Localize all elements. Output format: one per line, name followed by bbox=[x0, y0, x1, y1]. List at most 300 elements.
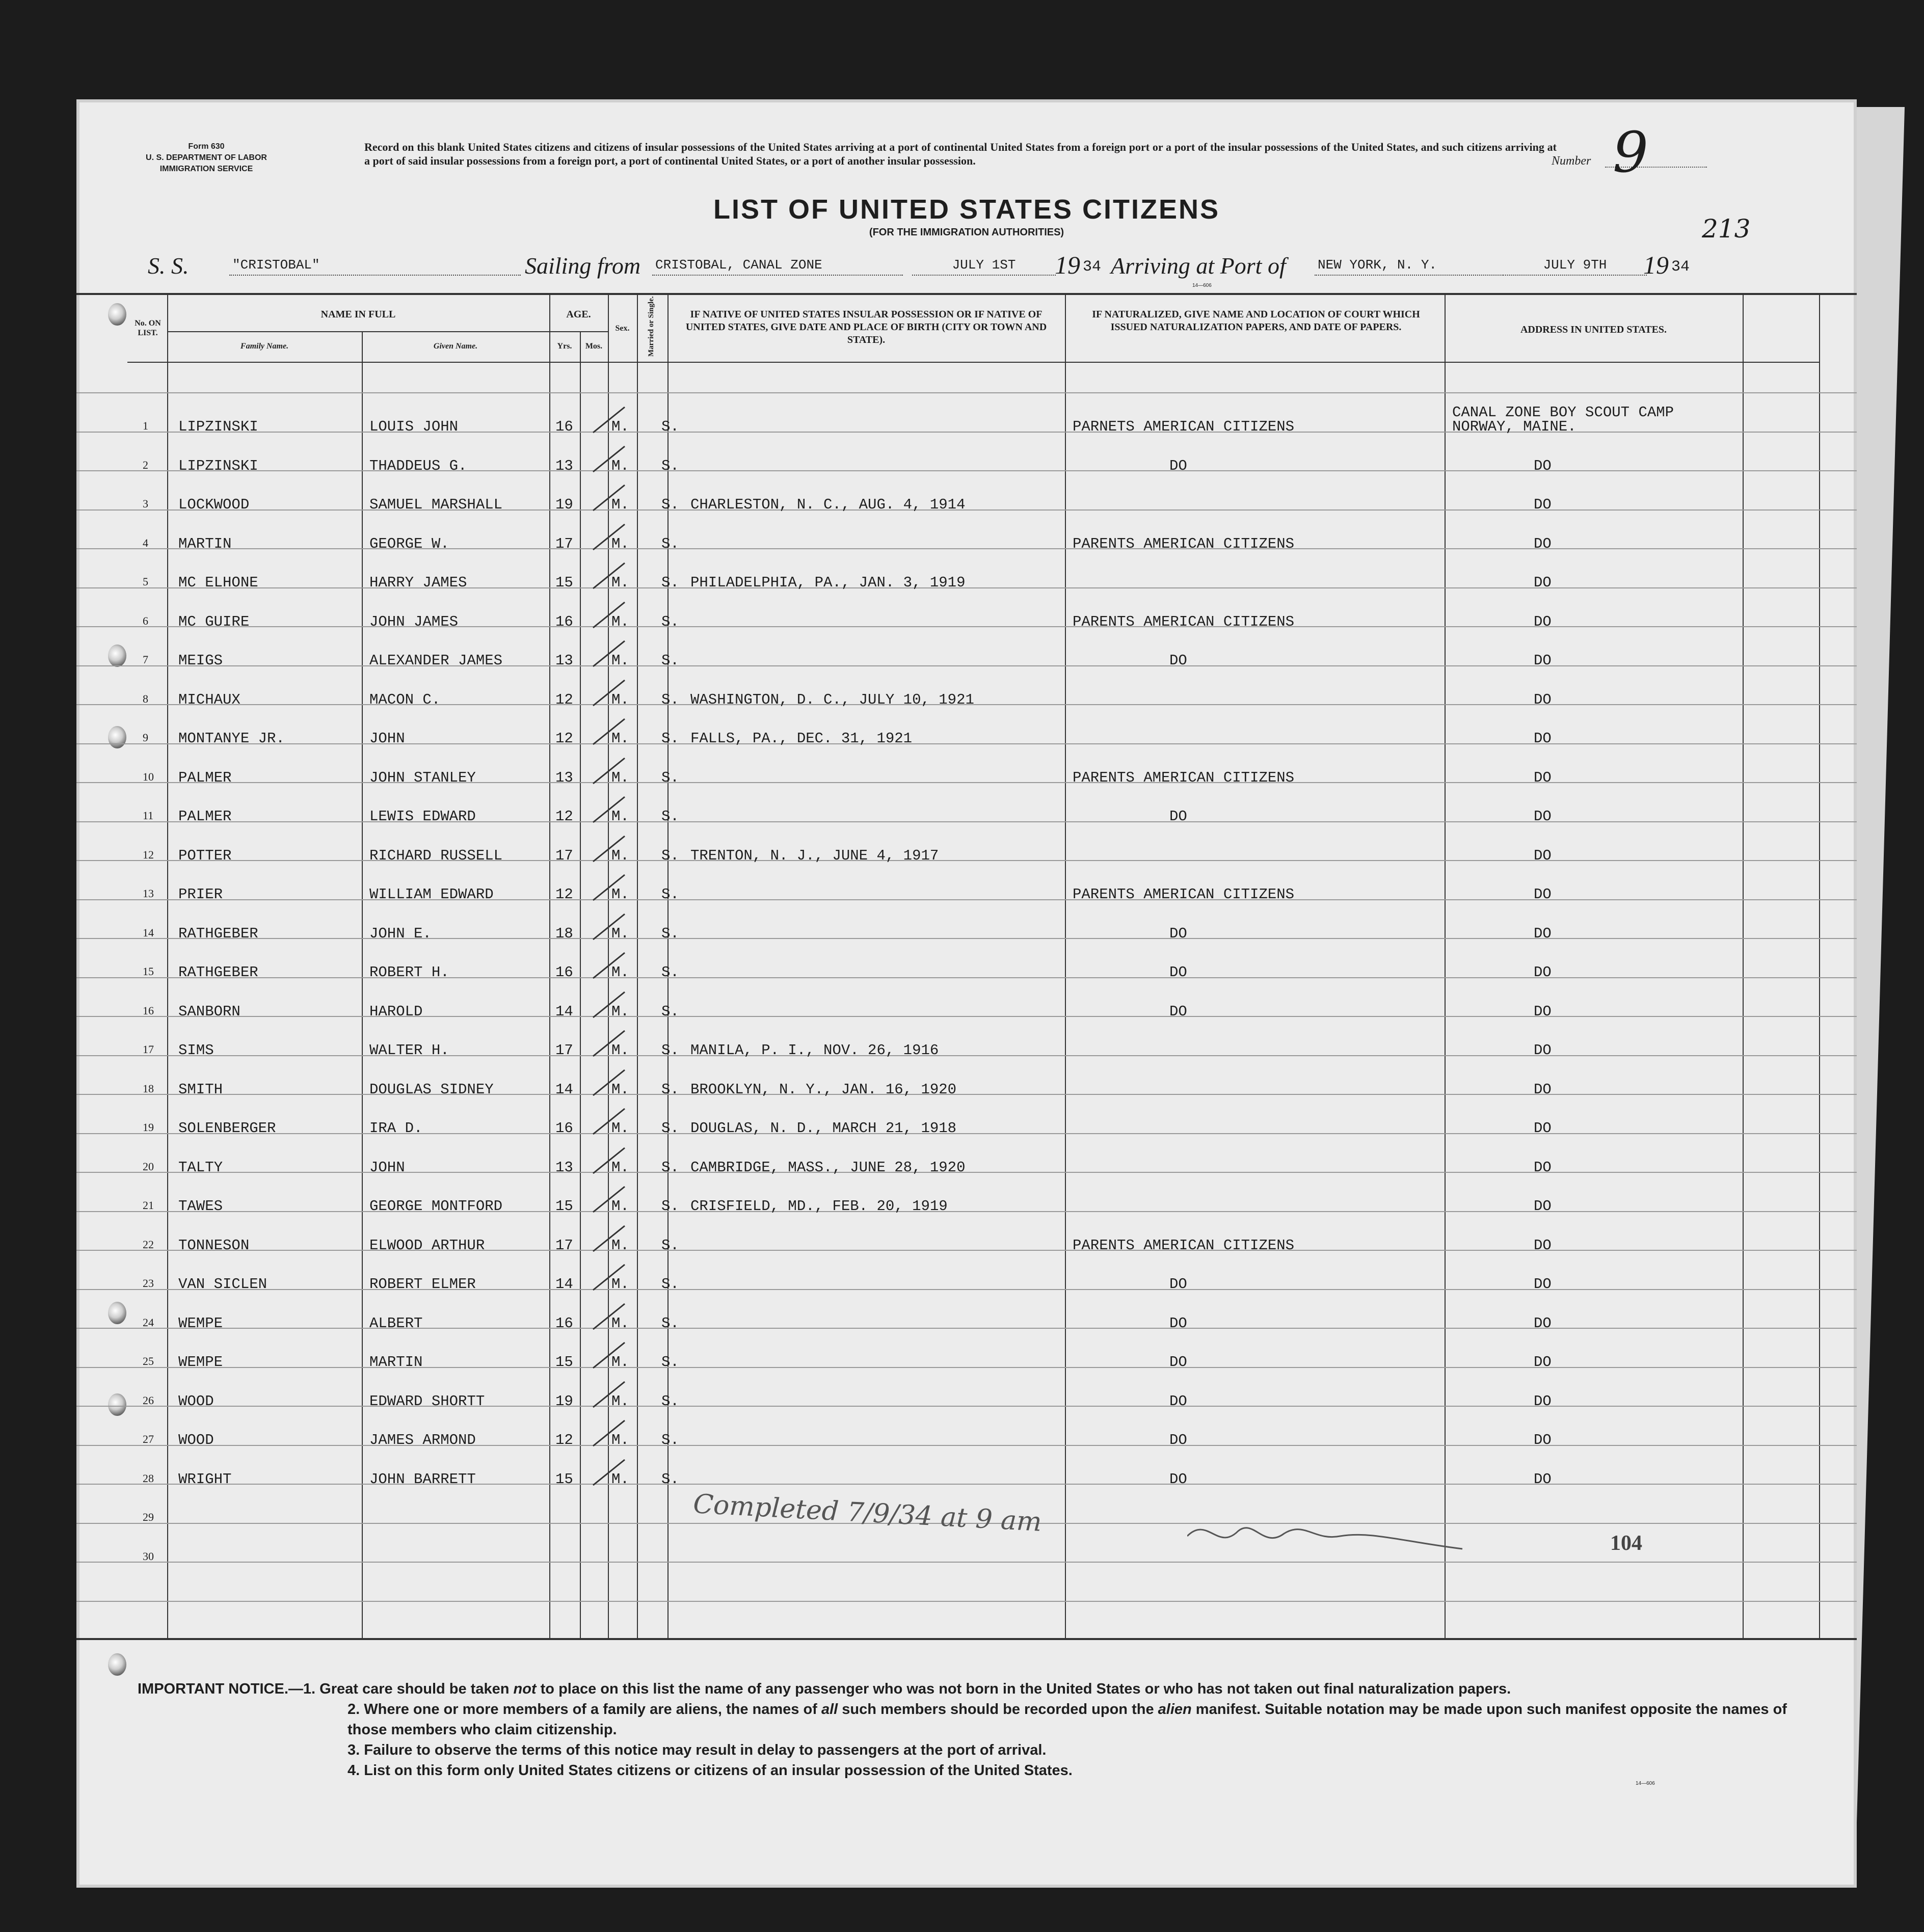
punch-hole bbox=[108, 303, 126, 326]
address-cell: DO bbox=[1534, 574, 1552, 591]
department-name: U. S. DEPARTMENT OF LABOR bbox=[146, 153, 267, 162]
naturalization-cell: DO bbox=[1169, 457, 1187, 474]
notice-text: manifest. Suitable notation may be made upon such manifest opposite the names of those members who claim citizenship. bbox=[348, 1701, 1787, 1738]
check-mark bbox=[591, 1380, 627, 1409]
naturalization-cell: DO bbox=[1169, 964, 1187, 981]
table-row bbox=[76, 522, 1857, 561]
marital-status-cell: S. bbox=[661, 886, 679, 903]
sailing-port: CRISTOBAL, CANAL ZONE bbox=[652, 257, 903, 276]
given-name-cell: JOHN JAMES bbox=[369, 613, 459, 630]
bottom-print-code: 14—606 bbox=[1636, 1781, 1655, 1786]
notice-emphasis: not bbox=[513, 1681, 537, 1697]
ss-label: S. S. bbox=[148, 253, 189, 279]
family-name-cell: PRIER bbox=[178, 886, 223, 903]
family-name-cell: SANBORN bbox=[178, 1003, 240, 1020]
marital-status-cell: S. bbox=[661, 925, 679, 942]
given-name-cell: JOHN bbox=[369, 1159, 405, 1176]
sex-cell: M. bbox=[611, 1159, 629, 1176]
given-name-cell: JOHN BARRETT bbox=[369, 1470, 476, 1488]
check-mark bbox=[591, 405, 627, 435]
row-number: 26 bbox=[143, 1393, 154, 1407]
family-name-cell: SMITH bbox=[178, 1081, 223, 1098]
table-row bbox=[76, 1263, 1857, 1301]
marital-status-cell: S. bbox=[661, 652, 679, 669]
marital-status-cell: S. bbox=[661, 691, 679, 708]
notice-emphasis: alien bbox=[1158, 1701, 1192, 1718]
form-number: Form 630 bbox=[188, 142, 225, 151]
row-number: 13 bbox=[143, 887, 154, 900]
table-row bbox=[76, 1146, 1857, 1185]
check-mark bbox=[591, 1224, 627, 1253]
table-row bbox=[76, 1068, 1857, 1107]
given-name-cell: GEORGE MONTFORD bbox=[369, 1198, 503, 1215]
given-name-cell: WALTER H. bbox=[369, 1042, 449, 1059]
birth-place-date-cell: CAMBRIDGE, MASS., JUNE 28, 1920 bbox=[690, 1159, 966, 1176]
marital-status-cell: S. bbox=[661, 1432, 679, 1448]
marital-status-cell: S. bbox=[661, 1276, 679, 1293]
age-years-cell: 13 bbox=[555, 652, 573, 669]
given-name-cell: MARTIN bbox=[369, 1354, 423, 1371]
address-cell: DO bbox=[1534, 1042, 1552, 1059]
address-cell: DO bbox=[1534, 1003, 1552, 1020]
page-title: LIST OF UNITED STATES CITIZENS bbox=[713, 194, 1220, 225]
check-mark bbox=[591, 834, 627, 864]
sex-cell: M. bbox=[611, 1276, 629, 1293]
sex-cell: M. bbox=[611, 808, 629, 825]
family-name-cell: SOLENBERGER bbox=[178, 1120, 276, 1137]
col-header-age: AGE. bbox=[566, 309, 591, 320]
family-name-cell: RATHGEBER bbox=[178, 964, 258, 981]
table-row bbox=[76, 1224, 1857, 1263]
family-name-cell: WRIGHT bbox=[178, 1470, 232, 1488]
marital-status-cell: S. bbox=[661, 1120, 679, 1137]
sex-cell: M. bbox=[611, 457, 629, 474]
row-number: 16 bbox=[143, 1004, 154, 1017]
col-header-yrs: Yrs. bbox=[557, 342, 572, 351]
row-number: 3 bbox=[143, 497, 148, 510]
family-name-cell: LOCKWOOD bbox=[178, 496, 250, 513]
given-name-cell: ROBERT H. bbox=[369, 964, 449, 981]
given-name-cell: JOHN STANLEY bbox=[369, 769, 476, 786]
col-header-no: No. ON LIST. bbox=[135, 319, 161, 337]
age-years-cell: 12 bbox=[555, 886, 573, 903]
birth-place-date-cell: PHILADELPHIA, PA., JAN. 3, 1919 bbox=[690, 574, 966, 591]
header-bottom-border bbox=[127, 362, 1819, 363]
check-mark bbox=[591, 600, 627, 630]
naturalization-cell: DO bbox=[1169, 1392, 1187, 1410]
arriving-label: Arriving at Port of bbox=[1111, 253, 1286, 279]
marital-status-cell: S. bbox=[661, 1003, 679, 1020]
sex-cell: M. bbox=[611, 925, 629, 942]
given-name-cell: LEWIS EDWARD bbox=[369, 808, 476, 825]
check-mark bbox=[591, 444, 627, 474]
age-years-cell: 12 bbox=[555, 691, 573, 708]
family-name-cell: MONTANYE JR. bbox=[178, 730, 285, 747]
table-row bbox=[76, 912, 1857, 951]
address-cell: DO bbox=[1534, 1081, 1552, 1098]
family-name-cell: POTTER bbox=[178, 847, 232, 864]
notice-text: 2. Where one or more members of a family are aliens, the names of bbox=[348, 1701, 821, 1718]
address-cell: DO bbox=[1534, 1120, 1552, 1137]
table-row bbox=[76, 951, 1857, 989]
check-mark bbox=[591, 795, 627, 824]
check-mark bbox=[591, 1146, 627, 1175]
marital-status-cell: S. bbox=[661, 1081, 679, 1098]
check-mark bbox=[591, 1029, 627, 1058]
given-name-cell: EDWARD SHORTT bbox=[369, 1392, 485, 1410]
notice-text: to place on this list the name of any passenger who was not born in the United States or who has not taken out final naturalization papers. bbox=[536, 1681, 1511, 1697]
col-header-sex: Sex. bbox=[615, 324, 630, 333]
marital-status-cell: S. bbox=[661, 847, 679, 864]
address-cell: DO bbox=[1534, 496, 1552, 513]
address-cell: DO bbox=[1534, 1470, 1552, 1488]
address-cell-line-2: NORWAY, MAINE. bbox=[1452, 418, 1576, 435]
check-mark bbox=[591, 951, 627, 980]
address-cell: DO bbox=[1534, 1276, 1552, 1293]
sex-cell: M. bbox=[611, 1470, 629, 1488]
row-number: 27 bbox=[143, 1433, 154, 1445]
inspector-signature bbox=[1187, 1521, 1473, 1557]
record-instructions: Record on this blank United States citizens and citizens of insular possessions of the United States arriving at a port of continental United States from a foreign port or a port of the insular possessions of the United States, and such citizens arriving at a port of said insular possessions from a foreign port, a port of continental United States, or a port of another insular possession. bbox=[364, 141, 1557, 167]
table-row bbox=[76, 600, 1857, 639]
given-name-cell: HARRY JAMES bbox=[369, 574, 467, 591]
sex-cell: M. bbox=[611, 769, 629, 786]
row-number: 11 bbox=[143, 809, 154, 822]
marital-status-cell: S. bbox=[661, 1470, 679, 1488]
family-name-cell: MEIGS bbox=[178, 652, 223, 669]
age-years-cell: 13 bbox=[555, 769, 573, 786]
naturalization-cell: DO bbox=[1169, 1314, 1187, 1332]
row-number: 2 bbox=[143, 458, 148, 471]
given-name-cell: ROBERT ELMER bbox=[369, 1276, 476, 1293]
row-number: 20 bbox=[143, 1160, 154, 1173]
col-header-married-single: Married or Single. bbox=[647, 296, 655, 357]
address-cell: DO bbox=[1534, 691, 1552, 708]
age-years-cell: 17 bbox=[555, 535, 573, 552]
given-name-cell: RICHARD RUSSELL bbox=[369, 847, 503, 864]
age-years-cell: 15 bbox=[555, 574, 573, 591]
address-cell: DO bbox=[1534, 457, 1552, 474]
family-name-cell: LIPZINSKI bbox=[178, 457, 258, 474]
col-header-given-name: Given Name. bbox=[433, 342, 478, 351]
marital-status-cell: S. bbox=[661, 418, 679, 435]
row-number: 4 bbox=[143, 536, 148, 549]
given-name-cell: DOUGLAS SIDNEY bbox=[369, 1081, 494, 1098]
age-years-cell: 14 bbox=[555, 1276, 573, 1293]
table-row bbox=[76, 561, 1857, 600]
check-mark bbox=[591, 1185, 627, 1214]
given-name-cell: WILLIAM EDWARD bbox=[369, 886, 494, 903]
sex-cell: M. bbox=[611, 496, 629, 513]
family-name-cell: LIPZINSKI bbox=[178, 418, 258, 435]
row-number: 25 bbox=[143, 1355, 154, 1367]
row-number: 12 bbox=[143, 848, 154, 861]
address-cell: DO bbox=[1534, 730, 1552, 747]
table-row bbox=[76, 990, 1857, 1029]
number-label: Number bbox=[1552, 154, 1591, 168]
naturalization-cell: DO bbox=[1169, 1432, 1187, 1448]
table-row bbox=[76, 834, 1857, 873]
table-row bbox=[76, 639, 1857, 678]
age-years-cell: 15 bbox=[555, 1198, 573, 1215]
sex-cell: M. bbox=[611, 418, 629, 435]
notice-item-2 bbox=[138, 1699, 1819, 1740]
sex-cell: M. bbox=[611, 1354, 629, 1371]
sex-cell: M. bbox=[611, 1392, 629, 1410]
row-number: 29 bbox=[143, 1511, 154, 1523]
table-row bbox=[76, 795, 1857, 834]
naturalization-cell: DO bbox=[1169, 652, 1187, 669]
page-number: 213 bbox=[1702, 214, 1751, 244]
marital-status-cell: S. bbox=[661, 1237, 679, 1254]
table-row bbox=[76, 1458, 1857, 1496]
address-cell: DO bbox=[1534, 1159, 1552, 1176]
age-years-cell: 12 bbox=[555, 1432, 573, 1448]
age-years-cell: 16 bbox=[555, 613, 573, 630]
sex-cell: M. bbox=[611, 1081, 629, 1098]
age-years-cell: 16 bbox=[555, 1314, 573, 1332]
row-number: 23 bbox=[143, 1277, 154, 1290]
naturalization-cell: DO bbox=[1169, 1276, 1187, 1293]
table-row bbox=[76, 1029, 1857, 1067]
notice-text: such members should be recorded upon the bbox=[838, 1701, 1158, 1718]
family-name-cell: MC ELHONE bbox=[178, 574, 258, 591]
page-subtitle: (FOR THE IMMIGRATION AUTHORITIES) bbox=[869, 227, 1064, 238]
naturalization-cell: PARENTS AMERICAN CITIZENS bbox=[1073, 1237, 1295, 1254]
row-number: 5 bbox=[143, 575, 148, 588]
service-name: IMMIGRATION SERVICE bbox=[159, 165, 253, 173]
family-name-cell: MARTIN bbox=[178, 535, 232, 552]
address-cell: DO bbox=[1534, 613, 1552, 630]
address-cell: DO bbox=[1534, 886, 1552, 903]
check-mark bbox=[591, 678, 627, 708]
address-cell: DO bbox=[1534, 964, 1552, 981]
row-number: 24 bbox=[143, 1316, 154, 1329]
sex-cell: M. bbox=[611, 1198, 629, 1215]
age-years-cell: 17 bbox=[555, 1042, 573, 1059]
col-header-name: NAME IN FULL bbox=[320, 309, 396, 320]
address-cell: DO bbox=[1534, 1354, 1552, 1371]
given-name-cell: SAMUEL MARSHALL bbox=[369, 496, 503, 513]
ruled-line bbox=[76, 1601, 1857, 1602]
row-number: 22 bbox=[143, 1238, 154, 1251]
marital-status-cell: S. bbox=[661, 457, 679, 474]
sex-cell: M. bbox=[611, 886, 629, 903]
table-row bbox=[76, 756, 1857, 795]
sex-cell: M. bbox=[611, 964, 629, 981]
arriving-year-prefix: 19 bbox=[1643, 251, 1669, 279]
row-number: 28 bbox=[143, 1471, 154, 1485]
birth-place-date-cell: FALLS, PA., DEC. 31, 1921 bbox=[690, 730, 913, 747]
check-mark bbox=[591, 1418, 627, 1448]
naturalization-cell: PARENTS AMERICAN CITIZENS bbox=[1073, 886, 1295, 903]
naturalization-cell: DO bbox=[1169, 1003, 1187, 1020]
row-number: 17 bbox=[143, 1043, 154, 1056]
address-cell: CANAL ZONE BOY SCOUT CAMP bbox=[1452, 404, 1674, 421]
address-cell: DO bbox=[1534, 769, 1552, 786]
table-bottom-border bbox=[76, 1638, 1857, 1640]
check-mark bbox=[591, 1458, 627, 1487]
ship-name: "CRISTOBAL" bbox=[229, 257, 521, 276]
sex-cell: M. bbox=[611, 613, 629, 630]
table-row bbox=[76, 483, 1857, 522]
given-name-cell: IRA D. bbox=[369, 1120, 423, 1137]
col-header-birth: IF NATIVE OF UNITED STATES INSULAR POSSESSION OR IF NATIVE OF UNITED STATES, GIVE DATE AND PLACE OF BIRTH (CITY OR TOWN AND STATE). bbox=[685, 309, 1047, 345]
birth-place-date-cell: TRENTON, N. J., JUNE 4, 1917 bbox=[690, 847, 939, 864]
family-name-cell: PALMER bbox=[178, 769, 232, 786]
birth-place-date-cell: WASHINGTON, D. C., JULY 10, 1921 bbox=[690, 691, 974, 708]
sex-cell: M. bbox=[611, 1314, 629, 1332]
age-years-cell: 19 bbox=[555, 1392, 573, 1410]
given-name-cell: ALEXANDER JAMES bbox=[369, 652, 503, 669]
address-cell: DO bbox=[1534, 925, 1552, 942]
family-name-cell: WEMPE bbox=[178, 1314, 223, 1332]
given-name-cell: THADDEUS G. bbox=[369, 457, 467, 474]
age-years-cell: 14 bbox=[555, 1081, 573, 1098]
col-header-mos: Mos. bbox=[585, 342, 603, 351]
name-header-divider bbox=[167, 331, 549, 332]
table-row bbox=[76, 1107, 1857, 1145]
table-row bbox=[76, 1302, 1857, 1340]
row-number: 8 bbox=[143, 692, 148, 705]
table-row bbox=[76, 1380, 1857, 1418]
check-mark bbox=[591, 639, 627, 668]
notice-emphasis: all bbox=[821, 1701, 838, 1718]
col-header-address: ADDRESS IN UNITED STATES. bbox=[1520, 324, 1667, 335]
arriving-year: 34 bbox=[1671, 258, 1690, 276]
row-number: 19 bbox=[143, 1121, 154, 1134]
age-years-cell: 14 bbox=[555, 1003, 573, 1020]
address-cell: DO bbox=[1534, 847, 1552, 864]
check-mark bbox=[591, 990, 627, 1019]
table-row bbox=[76, 1185, 1857, 1223]
sex-cell: M. bbox=[611, 574, 629, 591]
age-years-cell: 12 bbox=[555, 730, 573, 747]
marital-status-cell: S. bbox=[661, 1042, 679, 1059]
important-notice bbox=[138, 1679, 1819, 1781]
table-row bbox=[76, 678, 1857, 717]
print-code: 14—606 bbox=[1192, 283, 1212, 288]
row-number: 30 bbox=[143, 1549, 154, 1563]
table-row bbox=[76, 717, 1857, 756]
marital-status-cell: S. bbox=[661, 1159, 679, 1176]
marital-status-cell: S. bbox=[661, 808, 679, 825]
age-years-cell: 13 bbox=[555, 1159, 573, 1176]
family-name-cell: PALMER bbox=[178, 808, 232, 825]
row-number: 15 bbox=[143, 965, 154, 978]
check-mark bbox=[591, 756, 627, 786]
naturalization-cell: DO bbox=[1169, 925, 1187, 942]
address-cell: DO bbox=[1534, 1392, 1552, 1410]
check-mark bbox=[591, 483, 627, 513]
row-number: 14 bbox=[143, 926, 154, 939]
sailing-year: 34 bbox=[1083, 258, 1102, 276]
naturalization-cell: DO bbox=[1169, 808, 1187, 825]
family-name-cell: MC GUIRE bbox=[178, 613, 250, 630]
marital-status-cell: S. bbox=[661, 535, 679, 552]
sex-cell: M. bbox=[611, 1120, 629, 1137]
check-mark bbox=[591, 1302, 627, 1331]
row-number: 9 bbox=[143, 731, 148, 744]
sex-cell: M. bbox=[611, 1237, 629, 1254]
age-years-cell: 12 bbox=[555, 808, 573, 825]
col-header-naturalized: IF NATURALIZED, GIVE NAME AND LOCATION OF COURT WHICH ISSUED NATURALIZATION PAPERS, AND DATE OF PAPERS. bbox=[1092, 309, 1420, 333]
given-name-cell: ELWOOD ARTHUR bbox=[369, 1237, 485, 1254]
row-number: 7 bbox=[143, 653, 148, 666]
citizen-list-form bbox=[76, 99, 1857, 1888]
check-mark bbox=[591, 873, 627, 902]
address-cell: DO bbox=[1534, 652, 1552, 669]
birth-place-date-cell: MANILA, P. I., NOV. 26, 1916 bbox=[690, 1042, 939, 1059]
form-identifier bbox=[127, 141, 285, 175]
table-row bbox=[76, 1418, 1857, 1457]
age-years-cell: 16 bbox=[555, 418, 573, 435]
check-mark bbox=[591, 1107, 627, 1136]
row-number: 18 bbox=[143, 1082, 154, 1095]
check-mark bbox=[591, 1068, 627, 1097]
sex-cell: M. bbox=[611, 1003, 629, 1020]
punch-hole bbox=[108, 1653, 126, 1676]
table-row bbox=[76, 1536, 1857, 1574]
address-cell: DO bbox=[1534, 1237, 1552, 1254]
table-top-border bbox=[76, 293, 1857, 295]
sailing-label: Sailing from bbox=[525, 253, 641, 279]
naturalization-cell: PARENTS AMERICAN CITIZENS bbox=[1073, 769, 1295, 786]
family-name-cell: SIMS bbox=[178, 1042, 214, 1059]
age-years-cell: 15 bbox=[555, 1354, 573, 1371]
check-mark bbox=[591, 1340, 627, 1370]
address-cell: DO bbox=[1534, 1314, 1552, 1332]
row-number: 1 bbox=[143, 419, 148, 432]
marital-status-cell: S. bbox=[661, 964, 679, 981]
given-name-cell: JOHN E. bbox=[369, 925, 432, 942]
sex-cell: M. bbox=[611, 535, 629, 552]
ruled-line bbox=[76, 392, 1857, 393]
birth-place-date-cell: DOUGLAS, N. D., MARCH 21, 1918 bbox=[690, 1120, 957, 1137]
age-years-cell: 15 bbox=[555, 1470, 573, 1488]
address-cell: DO bbox=[1534, 808, 1552, 825]
given-name-cell: JOHN bbox=[369, 730, 405, 747]
marital-status-cell: S. bbox=[661, 730, 679, 747]
notice-item-3: 3. Failure to observe the terms of this notice may result in delay to passengers at the port of arrival. bbox=[348, 1742, 1047, 1758]
address-cell: DO bbox=[1534, 535, 1552, 552]
address-cell: DO bbox=[1534, 1432, 1552, 1448]
sailing-year-prefix: 19 bbox=[1055, 251, 1080, 279]
list-number: 9 bbox=[1613, 120, 1648, 185]
naturalization-cell: PARNETS AMERICAN CITIZENS bbox=[1073, 418, 1295, 435]
sex-cell: M. bbox=[611, 691, 629, 708]
check-mark bbox=[591, 912, 627, 942]
age-years-cell: 17 bbox=[555, 1237, 573, 1254]
marital-status-cell: S. bbox=[661, 613, 679, 630]
age-years-cell: 13 bbox=[555, 457, 573, 474]
birth-place-date-cell: CRISFIELD, MD., FEB. 20, 1919 bbox=[690, 1198, 948, 1215]
given-name-cell: JAMES ARMOND bbox=[369, 1432, 476, 1448]
check-mark bbox=[591, 1263, 627, 1292]
marital-status-cell: S. bbox=[661, 574, 679, 591]
naturalization-cell: PARENTS AMERICAN CITIZENS bbox=[1073, 535, 1295, 552]
completion-note: Completed 7/9/34 at 9 am bbox=[692, 1489, 1043, 1538]
given-name-cell: GEORGE W. bbox=[369, 535, 449, 552]
family-name-cell: MICHAUX bbox=[178, 691, 240, 708]
table-row bbox=[76, 405, 1857, 444]
birth-place-date-cell: CHARLESTON, N. C., AUG. 4, 1914 bbox=[690, 496, 966, 513]
passenger-tally: 104 bbox=[1610, 1532, 1642, 1555]
marital-status-cell: S. bbox=[661, 1392, 679, 1410]
age-header-divider bbox=[549, 331, 608, 332]
arriving-date: JULY 9TH bbox=[1503, 257, 1647, 276]
family-name-cell: WOOD bbox=[178, 1432, 214, 1448]
